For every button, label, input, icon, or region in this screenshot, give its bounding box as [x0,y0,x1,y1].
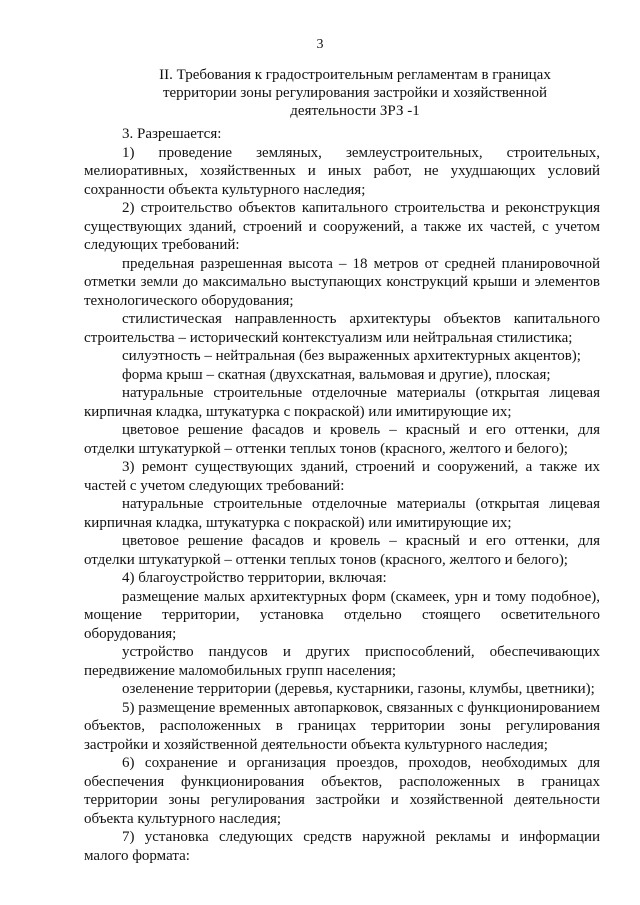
page-number: 3 [316,37,324,52]
section-heading: II. Требования к градостроительным регламентам в границах территории зоны регулирования застройки и хозяйственной деятельности ЗРЗ -1 [159,67,551,119]
paragraph: цветовое решение фасадов и кровель – красный и его оттенки, для отделки штукатуркой – оттенки теплых тонов (красного, желтого и белого); [84,533,600,568]
paragraph: цветовое решение фасадов и кровель – красный и его оттенки, для отделки штукатуркой – оттенки теплых тонов (красного, желтого и белого); [84,422,600,457]
paragraph: размещение малых архитектурных форм (скамеек, урн и тому подобное), мощение территории, установка отдельно стоящего осветительного оборудования; [84,588,600,642]
paragraph: 6) сохранение и организация проездов, проходов, необходимых для обеспечения функционирования объектов, расположенных в границах территории зоны регулирования застройки и хозяйственной деятельности объекта культурного наследия; [84,755,600,827]
paragraph: стилистическая направленность архитектуры объектов капитального строительства – исторический контекстуализм или нейтральная стилистика; [84,311,600,346]
paragraph: устройство пандусов и других приспособлений, обеспечивающих передвижение маломобильных групп населения; [84,644,600,679]
paragraph: 5) размещение временных автопарковок, связанных с функционированием объектов, расположенных в границах территории зоны регулирования застройки и хозяйственной деятельности объекта культурного наследия; [84,699,600,753]
paragraph: 4) благоустройство территории, включая: [122,570,387,586]
paragraph: силуэтность – нейтральная (без выраженных архитектурных акцентов); [122,348,581,364]
paragraph: 3) ремонт существующих зданий, строений и сооружений, а также их частей с учетом следующих требований: [84,459,600,494]
paragraph: 3. Разрешается: [122,126,222,142]
paragraph: натуральные строительные отделочные материалы (открытая лицевая кирпичная кладка, штукатурка с покраской) или имитирующие их; [84,496,600,531]
paragraph: форма крыш – скатная (двухскатная, вальмовая и другие), плоская; [122,366,551,383]
paragraph: 7) установка следующих средств наружной рекламы и информации малого формата: [84,829,600,864]
document-body [84,125,600,865]
paragraph: озеленение территории (деревья, кустарники, газоны, клумбы, цветники); [122,681,595,697]
paragraph: предельная разрешенная высота – 18 метров от средней планировочной отметки земли до максимально выступающих конструкций крыши и элементов технологического оборудования; [84,255,600,309]
paragraph: 1) проведение земляных, землеустроительных, строительных, мелиоративных, хозяйственных и иных работ, не ухудшающих условий сохранности объекта культурного наследия; [84,144,600,198]
paragraph: 2) строительство объектов капитального строительства и реконструкция существующих зданий, строений и сооружений, а также их частей, с учетом следующих требований: [84,200,600,253]
paragraph: натуральные строительные отделочные материалы (открытая лицевая кирпичная кладка, штукатурка с покраской) или имитирующие их; [84,385,600,420]
